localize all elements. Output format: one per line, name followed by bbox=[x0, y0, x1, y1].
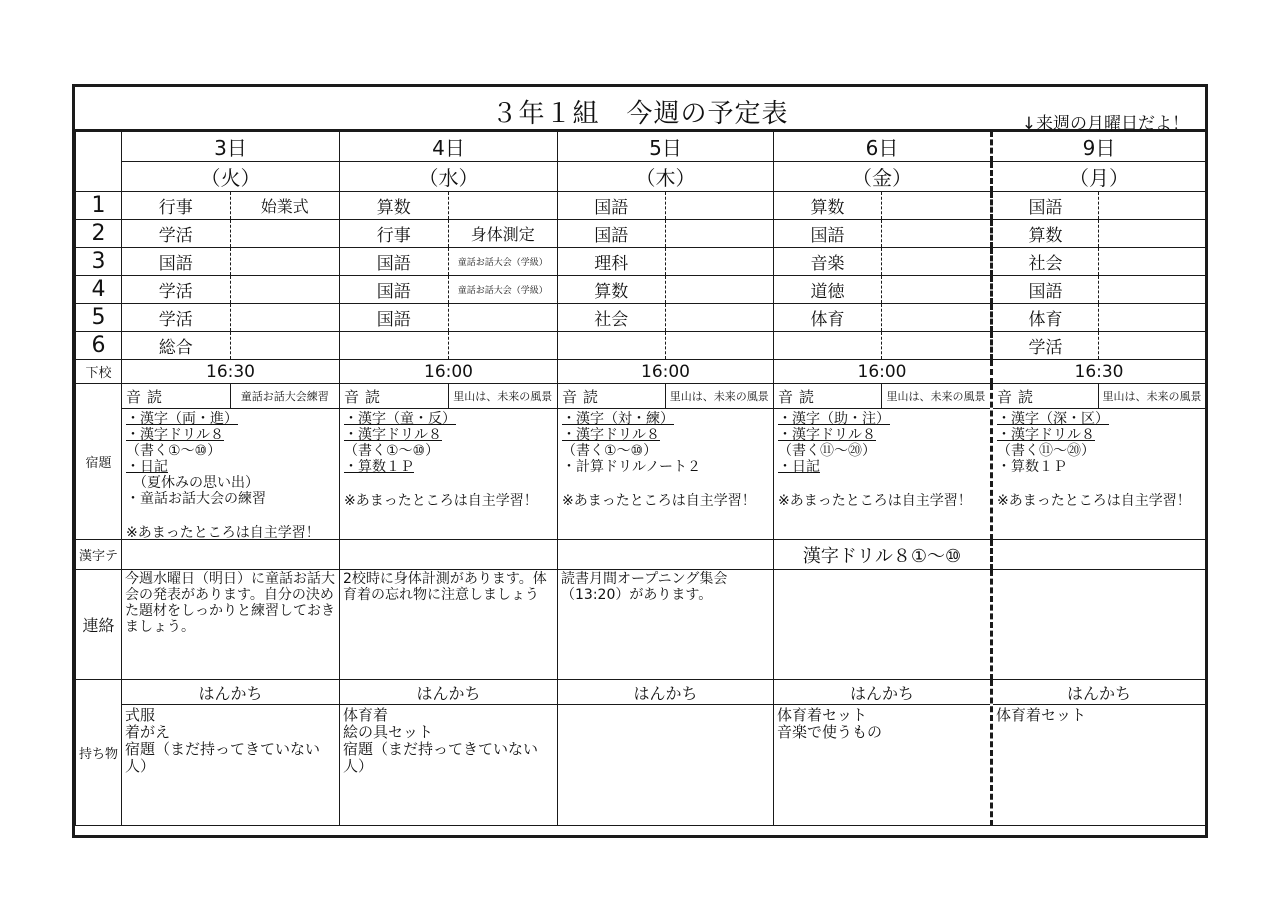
homework-item: ・漢字（対・練） bbox=[562, 411, 674, 427]
period-content bbox=[558, 304, 773, 331]
weekday-header: （金） bbox=[774, 162, 992, 192]
subject: 国語 bbox=[774, 220, 882, 247]
homework-list bbox=[558, 409, 773, 539]
subject: 体育 bbox=[774, 304, 882, 331]
subject: 学活 bbox=[122, 304, 231, 331]
mochimono-list bbox=[122, 705, 339, 825]
mochimono-label: 持ち物 bbox=[76, 680, 122, 826]
ondoku-label: 音読 bbox=[122, 384, 231, 408]
schedule-table bbox=[75, 131, 1206, 826]
date-header: 4日 bbox=[340, 132, 558, 162]
mochimono-list bbox=[558, 705, 773, 825]
homework-item: ・漢字（助・注） bbox=[778, 411, 890, 427]
period-number: 1 bbox=[76, 192, 122, 220]
homework-footer: ※あまったところは自主学習！ bbox=[997, 493, 1191, 509]
mochimono-item: 絵の具セット bbox=[343, 723, 434, 741]
subject: 算数 bbox=[774, 192, 882, 219]
mochimono-list bbox=[774, 705, 990, 825]
period-cell bbox=[340, 220, 558, 248]
period-content bbox=[340, 276, 557, 303]
mochimono-cell bbox=[340, 680, 558, 826]
renraku-row bbox=[76, 570, 1206, 680]
period-cell bbox=[774, 248, 992, 276]
mochimono-row bbox=[76, 680, 1206, 826]
period-cell bbox=[558, 220, 774, 248]
subject: 国語 bbox=[558, 192, 666, 219]
period-cell bbox=[992, 276, 1206, 304]
period-content bbox=[774, 220, 990, 247]
period-cell bbox=[992, 304, 1206, 332]
ondoku-row bbox=[774, 384, 990, 409]
subject: 算数 bbox=[558, 276, 666, 303]
period-number: 4 bbox=[76, 276, 122, 304]
weekday-header: （水） bbox=[340, 162, 558, 192]
period-content bbox=[993, 248, 1205, 275]
period-number: 5 bbox=[76, 304, 122, 332]
period-content bbox=[993, 332, 1205, 359]
kanji-test-cell bbox=[122, 540, 340, 570]
subject bbox=[774, 332, 882, 359]
period-row bbox=[76, 192, 1206, 220]
dismissal-time: 16:00 bbox=[340, 360, 558, 384]
period-note: 童話お話大会（学級） bbox=[457, 286, 548, 296]
homework-item: （書く①～⑩） bbox=[562, 443, 658, 459]
handkerchief: はんかち bbox=[558, 680, 773, 705]
weekday-header: （木） bbox=[558, 162, 774, 192]
homework-list bbox=[993, 409, 1205, 539]
period-cell bbox=[992, 192, 1206, 220]
renraku-cell bbox=[774, 570, 992, 680]
period-cell bbox=[122, 192, 340, 220]
period-note: 身体測定 bbox=[470, 225, 535, 244]
period-cell bbox=[340, 332, 558, 360]
period-number: 3 bbox=[76, 248, 122, 276]
renraku-cell bbox=[992, 570, 1206, 680]
homework-cell bbox=[340, 384, 558, 540]
dismissal-time: 16:30 bbox=[992, 360, 1206, 384]
homework-item: ・日記 bbox=[778, 459, 820, 475]
period-content bbox=[558, 248, 773, 275]
period-number: 6 bbox=[76, 332, 122, 360]
homework-footer: ※あまったところは自主学習！ bbox=[778, 493, 972, 509]
homework-row bbox=[76, 384, 1206, 540]
subject bbox=[558, 332, 666, 359]
period-cell bbox=[340, 192, 558, 220]
homework-item: ・日記 bbox=[126, 459, 168, 475]
dismissal-time: 16:00 bbox=[558, 360, 774, 384]
period-cell bbox=[558, 332, 774, 360]
period-content bbox=[993, 304, 1205, 331]
subject bbox=[340, 332, 449, 359]
homework-item: ・算数１Ｐ bbox=[997, 459, 1067, 475]
period-cell bbox=[558, 304, 774, 332]
handkerchief: はんかち bbox=[122, 680, 339, 705]
period-row bbox=[76, 332, 1206, 360]
period-content bbox=[340, 248, 557, 275]
homework-list bbox=[774, 409, 990, 539]
subject: 社会 bbox=[993, 248, 1099, 275]
mochimono-item: 体育着セット bbox=[777, 706, 868, 724]
page-title: ３年１組 今週の予定表 bbox=[491, 99, 789, 129]
period-note: 童話お話大会（学級） bbox=[457, 258, 548, 268]
period-cell bbox=[774, 276, 992, 304]
period-content bbox=[774, 304, 990, 331]
period-number: 2 bbox=[76, 220, 122, 248]
period-content bbox=[558, 192, 773, 219]
subject: 国語 bbox=[993, 192, 1099, 219]
homework-cell bbox=[992, 384, 1206, 540]
period-cell bbox=[558, 276, 774, 304]
homework-cell bbox=[558, 384, 774, 540]
next-monday-note: ↓来週の月曜日だよ！ bbox=[1021, 114, 1189, 134]
homework-item: ・漢字（両・進） bbox=[126, 411, 238, 427]
homework-footer: ※あまったところは自主学習！ bbox=[562, 493, 756, 509]
homework-item: ・計算ドリルノート２ bbox=[562, 459, 702, 475]
mochimono-list bbox=[340, 705, 557, 825]
mochimono-item: 音楽で使うもの bbox=[777, 723, 883, 741]
mochimono-item: 宿題（まだ持ってきていない人） bbox=[343, 740, 539, 775]
subject: 国語 bbox=[340, 304, 449, 331]
date-header: 6日 bbox=[774, 132, 992, 162]
ondoku-note: 里山は、未来の風景 bbox=[453, 390, 553, 403]
corner-cell bbox=[76, 132, 122, 192]
period-content bbox=[122, 248, 339, 275]
renraku-cell: 今週水曜日（明日）に童話お話大会の発表があります。自分の決めた題材をしっかりと練習しておきましょう。 bbox=[122, 570, 340, 680]
period-cell bbox=[558, 248, 774, 276]
homework-item: （書く①～⑩） bbox=[126, 443, 222, 459]
homework-item: ・漢字（童・反） bbox=[344, 411, 456, 427]
period-content bbox=[122, 332, 339, 359]
period-content bbox=[122, 304, 339, 331]
kanji-test-cell bbox=[340, 540, 558, 570]
subject: 音楽 bbox=[774, 248, 882, 275]
dismissal-time: 16:00 bbox=[774, 360, 992, 384]
date-row bbox=[76, 132, 1206, 162]
kanji-test-cell bbox=[558, 540, 774, 570]
period-cell bbox=[992, 220, 1206, 248]
ondoku-row bbox=[340, 384, 557, 409]
ondoku-row bbox=[558, 384, 773, 409]
ondoku-note: 童話お話大会練習 bbox=[240, 390, 329, 403]
homework-list bbox=[122, 409, 339, 539]
period-content bbox=[993, 276, 1205, 303]
homework-item: ・漢字（深・区） bbox=[997, 411, 1109, 427]
spacer bbox=[997, 475, 1201, 491]
period-cell bbox=[122, 220, 340, 248]
date-header: 9日 bbox=[992, 132, 1206, 162]
subject: 体育 bbox=[993, 304, 1099, 331]
renraku-label: 連絡 bbox=[76, 570, 122, 680]
period-content bbox=[340, 192, 557, 219]
period-content bbox=[774, 248, 990, 275]
spacer bbox=[562, 475, 769, 491]
renraku-cell: 読書月間オープニング集会（13:20）があります。 bbox=[558, 570, 774, 680]
period-content bbox=[774, 276, 990, 303]
subject: 国語 bbox=[993, 276, 1099, 303]
mochimono-cell bbox=[992, 680, 1206, 826]
homework-item: ・漢字ドリル８ bbox=[126, 427, 224, 443]
subject: 行事 bbox=[122, 192, 231, 219]
homework-cell bbox=[122, 384, 340, 540]
period-cell bbox=[774, 220, 992, 248]
schedule-sheet bbox=[72, 84, 1208, 838]
kanji-test-cell: 漢字ドリル８①～⑩ bbox=[774, 540, 992, 570]
mochimono-item: 着がえ bbox=[125, 723, 171, 741]
kanji-test-label: 漢字テ bbox=[76, 540, 122, 570]
mochimono-cell bbox=[558, 680, 774, 826]
period-content bbox=[340, 332, 557, 359]
homework-item: （書く①～⑩） bbox=[344, 443, 440, 459]
subject: 国語 bbox=[558, 220, 666, 247]
spacer bbox=[344, 475, 553, 491]
period-content bbox=[558, 332, 773, 359]
ondoku-note: 里山は、未来の風景 bbox=[669, 390, 769, 403]
homework-item: ・漢字ドリル８ bbox=[344, 427, 442, 443]
period-content bbox=[774, 192, 990, 219]
period-content bbox=[122, 276, 339, 303]
handkerchief: はんかち bbox=[340, 680, 557, 705]
subject: 学活 bbox=[993, 332, 1099, 359]
date-header: 3日 bbox=[122, 132, 340, 162]
kanji-test-row bbox=[76, 540, 1206, 570]
homework-label: 宿題 bbox=[76, 384, 122, 540]
subject: 国語 bbox=[340, 276, 449, 303]
mochimono-cell bbox=[122, 680, 340, 826]
period-cell bbox=[122, 276, 340, 304]
homework-list bbox=[340, 409, 557, 539]
ondoku-row bbox=[993, 384, 1205, 409]
homework-item: （夏休みの思い出） bbox=[126, 475, 259, 491]
mochimono-item: 体育着セット bbox=[996, 706, 1087, 724]
subject: 国語 bbox=[122, 248, 231, 275]
ondoku-note: 里山は、未来の風景 bbox=[1102, 390, 1202, 403]
period-cell bbox=[122, 332, 340, 360]
homework-item: ・漢字ドリル８ bbox=[997, 427, 1095, 443]
spacer bbox=[126, 507, 335, 523]
ondoku-label: 音読 bbox=[340, 384, 449, 408]
homework-footer: ※あまったところは自主学習！ bbox=[344, 493, 538, 509]
ondoku-label: 音読 bbox=[774, 384, 882, 408]
period-row bbox=[76, 276, 1206, 304]
kanji-test-cell bbox=[992, 540, 1206, 570]
mochimono-item: 宿題（まだ持ってきていない人） bbox=[125, 740, 321, 775]
subject: 道徳 bbox=[774, 276, 882, 303]
homework-footer: ※あまったところは自主学習！ bbox=[126, 525, 320, 540]
homework-item: ・童話お話大会の練習 bbox=[126, 491, 266, 507]
period-row bbox=[76, 304, 1206, 332]
dismissal-row bbox=[76, 360, 1206, 384]
period-content bbox=[774, 332, 990, 359]
period-cell bbox=[340, 276, 558, 304]
dismissal-label: 下校 bbox=[76, 360, 122, 384]
mochimono-item: 式服 bbox=[125, 706, 156, 724]
spacer bbox=[778, 475, 986, 491]
period-content bbox=[993, 192, 1205, 219]
homework-item: ・算数１Ｐ bbox=[344, 459, 414, 475]
subject: 算数 bbox=[340, 192, 449, 219]
homework-item: （書く⑪～⑳） bbox=[997, 443, 1095, 459]
dismissal-time: 16:30 bbox=[122, 360, 340, 384]
weekday-header: （月） bbox=[992, 162, 1206, 192]
period-content bbox=[340, 220, 557, 247]
homework-item: ・漢字ドリル８ bbox=[562, 427, 660, 443]
period-cell bbox=[992, 332, 1206, 360]
homework-cell bbox=[774, 384, 992, 540]
period-cell bbox=[774, 192, 992, 220]
mochimono-item: 体育着 bbox=[343, 706, 389, 724]
mochimono-cell bbox=[774, 680, 992, 826]
period-cell bbox=[122, 248, 340, 276]
period-cell bbox=[122, 304, 340, 332]
ondoku-label: 音読 bbox=[558, 384, 666, 408]
period-cell bbox=[340, 304, 558, 332]
period-content bbox=[122, 220, 339, 247]
handkerchief: はんかち bbox=[774, 680, 990, 705]
mochimono-list bbox=[993, 705, 1205, 825]
period-content bbox=[558, 276, 773, 303]
ondoku-label: 音読 bbox=[993, 384, 1099, 408]
title-row bbox=[75, 87, 1205, 134]
subject: 学活 bbox=[122, 220, 231, 247]
ondoku-note: 里山は、未来の風景 bbox=[886, 390, 986, 403]
subject: 総合 bbox=[122, 332, 231, 359]
renraku-cell: 2校時に身体計測があります。体育着の忘れ物に注意しましょう bbox=[340, 570, 558, 680]
period-cell bbox=[774, 332, 992, 360]
period-content bbox=[558, 220, 773, 247]
period-cell bbox=[774, 304, 992, 332]
period-row bbox=[76, 248, 1206, 276]
subject: 理科 bbox=[558, 248, 666, 275]
date-header: 5日 bbox=[558, 132, 774, 162]
period-content bbox=[993, 220, 1205, 247]
subject: 社会 bbox=[558, 304, 666, 331]
period-content bbox=[340, 304, 557, 331]
period-cell bbox=[340, 248, 558, 276]
subject: 学活 bbox=[122, 276, 231, 303]
homework-item: （書く⑪～⑳） bbox=[778, 443, 876, 459]
subject: 国語 bbox=[340, 248, 449, 275]
subject: 算数 bbox=[993, 220, 1099, 247]
period-cell bbox=[558, 192, 774, 220]
weekday-header: （火） bbox=[122, 162, 340, 192]
period-note: 始業式 bbox=[260, 197, 309, 216]
handkerchief: はんかち bbox=[993, 680, 1205, 705]
homework-item: ・漢字ドリル８ bbox=[778, 427, 876, 443]
period-cell bbox=[992, 248, 1206, 276]
period-row bbox=[76, 220, 1206, 248]
subject: 行事 bbox=[340, 220, 449, 247]
weekday-row bbox=[76, 162, 1206, 192]
period-content bbox=[122, 192, 339, 219]
ondoku-row bbox=[122, 384, 339, 409]
